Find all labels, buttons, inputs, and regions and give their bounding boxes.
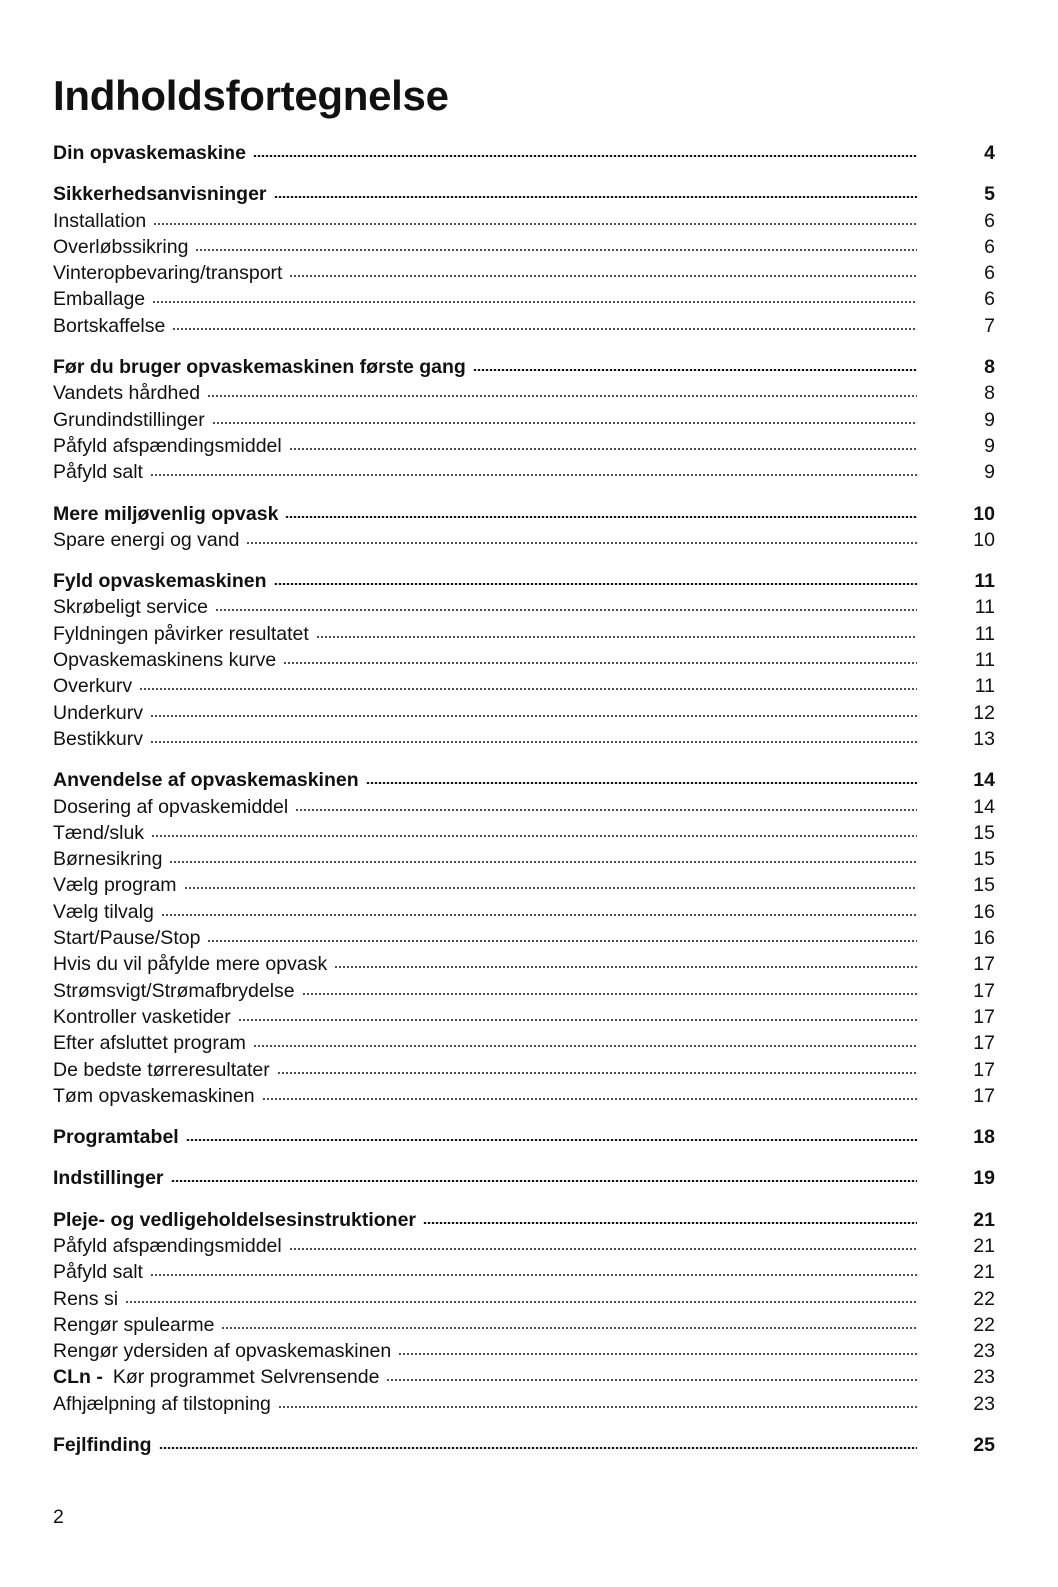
toc-entry-label: Installation — [53, 209, 147, 232]
toc-entry-page: 13 — [973, 727, 995, 750]
toc-entry-page: 8 — [984, 356, 995, 379]
toc-entry-label: Børnesikring — [53, 848, 163, 871]
toc-entry-label: Rengør ydersiden af opvaskemaskinen — [53, 1340, 392, 1363]
dot-leader — [289, 448, 917, 450]
toc-subentry — [53, 208, 995, 234]
toc-entry-page: 9 — [984, 408, 995, 431]
toc-entry-page: 6 — [984, 262, 995, 285]
dot-leader — [212, 422, 917, 424]
toc-entry-label: Emballage — [53, 288, 146, 311]
dot-leader — [289, 275, 917, 277]
toc-entry-page: 16 — [973, 927, 995, 950]
toc-entry-label: Anvendelse af opvaskemaskinen — [53, 769, 359, 792]
dot-leader — [153, 223, 917, 225]
toc-section — [53, 1124, 995, 1150]
dot-leader — [215, 609, 917, 611]
toc-section — [53, 1432, 995, 1458]
toc-section — [53, 354, 995, 485]
toc-entry-label: Efter afsluttet program — [53, 1032, 246, 1055]
toc-chapter-entry — [53, 181, 995, 207]
toc-subentry — [53, 726, 995, 752]
toc-entry-page: 22 — [973, 1313, 995, 1336]
toc-entry-label: Pleje- og vedligeholdelsesinstruktioner — [53, 1208, 417, 1231]
toc-entry-page: 10 — [973, 528, 995, 551]
toc-subentry — [53, 234, 995, 260]
toc-entry-label: Hvis du vil påfylde mere opvask — [53, 953, 328, 976]
toc-section — [53, 767, 995, 1109]
toc-entry-label: Bortskaffelse — [53, 314, 166, 337]
toc-subentry — [53, 527, 995, 553]
toc-subentry — [53, 1083, 995, 1109]
toc-chapter-entry — [53, 568, 995, 594]
dot-leader — [195, 249, 917, 251]
toc-chapter-entry — [53, 140, 995, 166]
toc-chapter-entry — [53, 1432, 995, 1458]
dot-leader — [221, 1327, 917, 1329]
toc-subentry — [53, 1338, 995, 1364]
toc-chapter-entry — [53, 1207, 995, 1233]
toc-entry-page: 11 — [974, 649, 995, 672]
dot-leader — [278, 1406, 917, 1408]
toc-entry-page: 17 — [973, 1005, 995, 1028]
toc-entry-page: 21 — [973, 1234, 995, 1257]
toc-section — [53, 1207, 995, 1417]
toc-entry-label: Grundindstillinger — [53, 408, 205, 431]
page-number: 2 — [53, 1506, 64, 1528]
dot-leader — [159, 1447, 917, 1449]
toc-entry-label: Bestikkurv — [53, 727, 143, 750]
dot-leader — [334, 966, 917, 968]
toc-entry-page: 6 — [984, 209, 995, 232]
toc-entry-label: Kontroller vasketider — [53, 1005, 231, 1028]
toc-entry-page: 21 — [973, 1208, 995, 1231]
toc-subentry — [53, 459, 995, 485]
toc-subentry — [53, 872, 995, 898]
toc-entry-page: 10 — [973, 502, 995, 525]
toc-section — [53, 1165, 995, 1191]
toc-entry-page: 17 — [973, 979, 995, 1002]
toc-subentry — [53, 313, 995, 339]
toc-subentry — [53, 621, 995, 647]
toc-subentry — [53, 594, 995, 620]
dot-leader — [171, 1180, 917, 1182]
toc-entry-label: Tænd/sluk — [53, 821, 145, 844]
toc-subentry — [53, 380, 995, 406]
dot-leader — [161, 914, 917, 916]
toc-entry-label: Dosering af opvaskemiddel — [53, 795, 289, 818]
toc-entry-page: 25 — [973, 1434, 995, 1457]
toc-entry-page: 17 — [973, 1058, 995, 1081]
toc-entry-label: Overløbssikring — [53, 235, 189, 258]
toc-entry-prefix: CLn - — [53, 1366, 103, 1389]
dot-leader — [285, 516, 917, 518]
dot-leader — [152, 301, 917, 303]
dot-leader — [253, 155, 917, 157]
toc-subentry — [53, 1312, 995, 1338]
dot-leader — [186, 1139, 917, 1141]
dot-leader — [262, 1098, 917, 1100]
toc-entry-page: 11 — [974, 596, 995, 619]
dot-leader — [172, 328, 917, 330]
toc-subentry — [53, 925, 995, 951]
toc-subentry — [53, 1364, 995, 1390]
toc-entry-page: 7 — [984, 314, 995, 337]
dot-leader — [169, 861, 917, 863]
dot-leader — [238, 1019, 917, 1021]
toc-entry-label: Vinteropbevaring/transport — [53, 262, 283, 285]
toc-entry-page: 14 — [973, 769, 995, 792]
dot-leader — [151, 835, 917, 837]
toc-entry-label: Sikkerhedsanvisninger — [53, 183, 267, 206]
toc-chapter-entry — [53, 1165, 995, 1191]
toc-entry-label: Underkurv — [53, 701, 143, 724]
toc-entry-label: Rens si — [53, 1287, 119, 1310]
toc-entry-page: 21 — [973, 1261, 995, 1284]
toc-entry-page: 19 — [973, 1167, 995, 1190]
toc-entry-label: Afhjælpning af tilstopning — [53, 1392, 271, 1415]
toc-subentry — [53, 846, 995, 872]
toc-entry-page: 22 — [973, 1287, 995, 1310]
dot-leader — [398, 1353, 917, 1355]
toc-entry-label: Påfyld afspændingsmiddel — [53, 434, 282, 457]
toc-entry-page: 5 — [984, 183, 995, 206]
toc-subentry — [53, 820, 995, 846]
toc-entry-label: Vælg program — [53, 874, 177, 897]
dot-leader — [150, 474, 917, 476]
dot-leader — [277, 1072, 917, 1074]
toc-entry-label: Vandets hårdhed — [53, 382, 201, 405]
toc-entry-page: 8 — [984, 382, 995, 405]
toc-subentry — [53, 673, 995, 699]
dot-leader — [283, 662, 917, 664]
toc-entry-label: Skrøbeligt service — [53, 596, 208, 619]
dot-leader — [150, 741, 917, 743]
toc-chapter-entry — [53, 354, 995, 380]
toc-subentry — [53, 407, 995, 433]
toc-chapter-entry — [53, 1124, 995, 1150]
toc-entry-label: Rengør spulearme — [53, 1313, 215, 1336]
toc-entry-page: 23 — [973, 1366, 995, 1389]
toc-entry-page: 12 — [973, 701, 995, 724]
toc-entry-page: 17 — [973, 1084, 995, 1107]
table-of-contents — [53, 140, 995, 1473]
dot-leader — [125, 1301, 917, 1303]
toc-entry-label: Mere miljøvenlig opvask — [53, 502, 279, 525]
toc-entry-page: 16 — [973, 900, 995, 923]
toc-entry-page: 17 — [973, 953, 995, 976]
toc-subentry — [53, 1030, 995, 1056]
toc-chapter-entry — [53, 767, 995, 793]
dot-leader — [274, 583, 917, 585]
toc-entry-label: Før du bruger opvaskemaskinen første gang — [53, 356, 466, 379]
dot-leader — [150, 1274, 917, 1276]
dot-leader — [316, 636, 917, 638]
toc-entry-page: 6 — [984, 288, 995, 311]
toc-subentry — [53, 951, 995, 977]
toc-entry-page: 9 — [984, 434, 995, 457]
toc-entry-label — [53, 1364, 386, 1390]
toc-subentry — [53, 1057, 995, 1083]
toc-subentry — [53, 286, 995, 312]
toc-subentry — [53, 1233, 995, 1259]
dot-leader — [184, 887, 917, 889]
toc-subentry — [53, 700, 995, 726]
toc-entry-label: Programtabel — [53, 1126, 179, 1149]
dot-leader — [246, 542, 917, 544]
toc-entry-page: 6 — [984, 235, 995, 258]
toc-subentry — [53, 794, 995, 820]
toc-entry-text: Kør programmet Selvrensende — [112, 1366, 380, 1389]
toc-entry-page: 23 — [973, 1340, 995, 1363]
toc-entry-page: 14 — [973, 795, 995, 818]
page-title: Indholdsfortegnelse — [53, 72, 449, 119]
toc-entry-label: Start/Pause/Stop — [53, 927, 201, 950]
toc-entry-page: 9 — [984, 461, 995, 484]
toc-entry-label: De bedste tørreresultater — [53, 1058, 270, 1081]
toc-entry-label: Påfyld salt — [53, 1261, 143, 1284]
dot-leader — [139, 688, 917, 690]
toc-subentry — [53, 1259, 995, 1285]
toc-entry-label: Fyldningen påvirker resultatet — [53, 622, 309, 645]
toc-section — [53, 501, 995, 554]
toc-entry-label: Fejlfinding — [53, 1434, 152, 1457]
toc-entry-label: Påfyld afspændingsmiddel — [53, 1234, 282, 1257]
toc-entry-label: Påfyld salt — [53, 461, 143, 484]
dot-leader — [386, 1379, 917, 1381]
toc-entry-label: Spare energi og vand — [53, 528, 240, 551]
toc-entry-page: 15 — [973, 821, 995, 844]
toc-subentry — [53, 1286, 995, 1312]
dot-leader — [150, 715, 917, 717]
toc-entry-page: 11 — [974, 675, 995, 698]
toc-entry-label: Tøm opvaskemaskinen — [53, 1084, 255, 1107]
toc-section — [53, 181, 995, 339]
toc-entry-page: 17 — [973, 1032, 995, 1055]
toc-entry-page: 11 — [974, 570, 995, 593]
toc-entry-label: Overkurv — [53, 675, 133, 698]
toc-entry-label: Opvaskemaskinens kurve — [53, 649, 277, 672]
toc-subentry — [53, 260, 995, 286]
dot-leader — [423, 1222, 917, 1224]
dot-leader — [302, 993, 917, 995]
toc-subentry — [53, 647, 995, 673]
toc-entry-page: 23 — [973, 1392, 995, 1415]
dot-leader — [207, 395, 917, 397]
toc-entry-page: 18 — [973, 1126, 995, 1149]
dot-leader — [289, 1248, 917, 1250]
toc-subentry — [53, 433, 995, 459]
toc-entry-page: 11 — [974, 622, 995, 645]
dot-leader — [366, 782, 917, 784]
dot-leader — [274, 196, 917, 198]
toc-entry-page: 15 — [973, 874, 995, 897]
dot-leader — [207, 940, 917, 942]
toc-entry-label: Din opvaskemaskine — [53, 142, 246, 164]
toc-entry-page: 15 — [973, 848, 995, 871]
toc-subentry — [53, 1391, 995, 1417]
dot-leader — [295, 809, 917, 811]
toc-subentry — [53, 978, 995, 1004]
toc-subentry — [53, 1004, 995, 1030]
dot-leader — [473, 369, 917, 371]
toc-subentry — [53, 899, 995, 925]
toc-entry-label: Vælg tilvalg — [53, 900, 154, 923]
toc-entry-label: Fyld opvaskemaskinen — [53, 570, 267, 593]
toc-section — [53, 140, 995, 166]
toc-entry-label: Indstillinger — [53, 1167, 164, 1190]
dot-leader — [253, 1045, 917, 1047]
toc-entry-label: Strømsvigt/Strømafbrydelse — [53, 979, 295, 1002]
toc-chapter-entry — [53, 501, 995, 527]
toc-section — [53, 568, 995, 752]
toc-entry-page: 4 — [984, 142, 995, 164]
